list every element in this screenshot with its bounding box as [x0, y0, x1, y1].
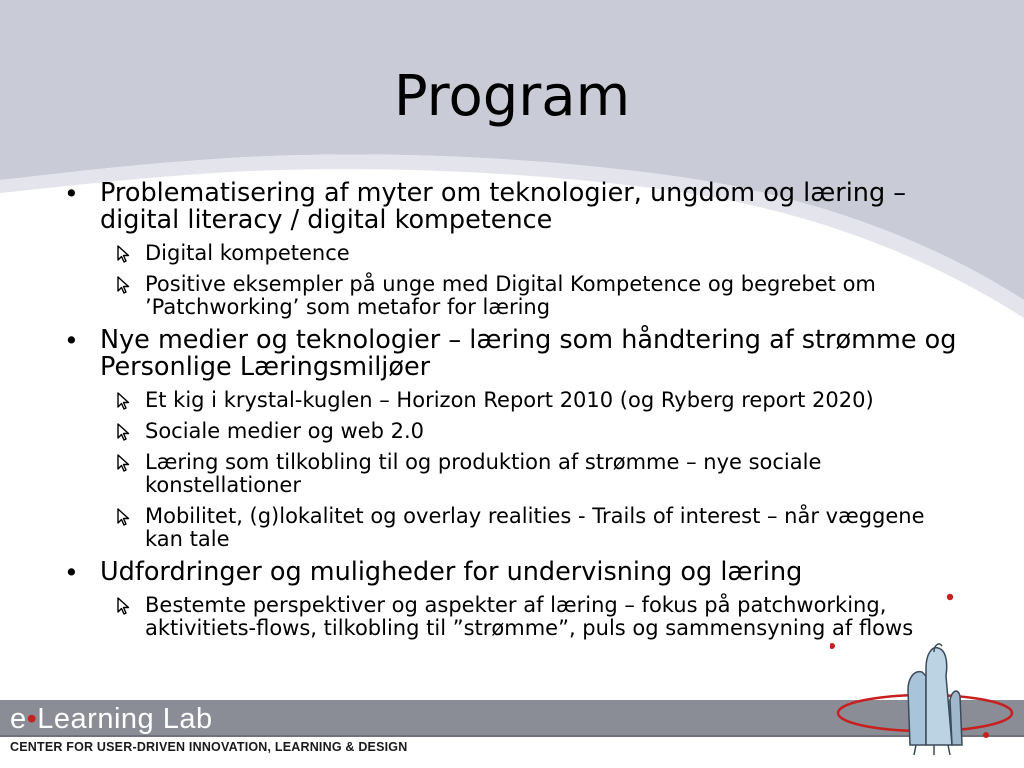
- elearning-lab-figures-logo-icon: [830, 580, 1020, 760]
- bullet-item: [62, 327, 967, 381]
- cursor-arrow-icon: [115, 245, 133, 263]
- cursor-arrow-icon: [115, 597, 133, 615]
- sub-bullet-text: Positive eksempler på unge med Digital Kompetence og begrebet om ’Patchworking’ som metafor for læring: [145, 272, 876, 319]
- sub-bullet-item: [145, 420, 967, 443]
- sub-bullet-text: Et kig i krystal-kuglen – Horizon Report 2010 (og Ryberg report 2020): [145, 388, 874, 412]
- bullet-item: [62, 180, 967, 234]
- bullet-text: Udfordringer og muligheder for undervisning og læring: [100, 557, 803, 587]
- sub-bullet-text: Bestemte perspektiver og aspekter af læring – fokus på patchworking, aktivitiets-flows, tilkobling til ”strømme”, puls og sammensyning af flows: [145, 593, 914, 640]
- cursor-arrow-icon: [115, 276, 133, 294]
- cursor-arrow-icon: [115, 508, 133, 526]
- bullet-dot-icon: •: [64, 326, 79, 355]
- slide-title: Program: [393, 64, 631, 129]
- bullet-text: Problematisering af myter om teknologier, ungdom og læring – digital literacy / digital kompetence: [100, 178, 907, 235]
- sub-bullet-item: [145, 273, 967, 319]
- bullet-dot-icon: •: [64, 558, 79, 587]
- footer-tagline: CENTER FOR USER-DRIVEN INNOVATION, LEARNING & DESIGN: [10, 740, 408, 754]
- sub-bullet-item: [145, 389, 967, 412]
- cursor-arrow-icon: [115, 423, 133, 441]
- sub-bullet-item: [145, 242, 967, 265]
- bullet-text: Nye medier og teknologier – læring som håndtering af strømme og Personlige Læringsmiljøer: [100, 325, 957, 382]
- bullet-list: [62, 180, 967, 648]
- elearning-lab-logo-text: e•Learning Lab: [10, 703, 213, 735]
- cursor-arrow-icon: [115, 392, 133, 410]
- bullet-dot-icon: •: [64, 179, 79, 208]
- sub-bullet-item: [145, 505, 967, 551]
- sub-bullet-text: Sociale medier og web 2.0: [145, 419, 424, 443]
- sub-bullet-text: Digital kompetence: [145, 241, 350, 265]
- cursor-arrow-icon: [115, 454, 133, 472]
- sub-bullet-item: [145, 451, 967, 497]
- sub-bullet-text: Læring som tilkobling til og produktion af strømme – nye sociale konstellationer: [145, 450, 822, 497]
- sub-bullet-text: Mobilitet, (g)lokalitet og overlay realities - Trails of interest – når væggene kan tale: [145, 504, 925, 551]
